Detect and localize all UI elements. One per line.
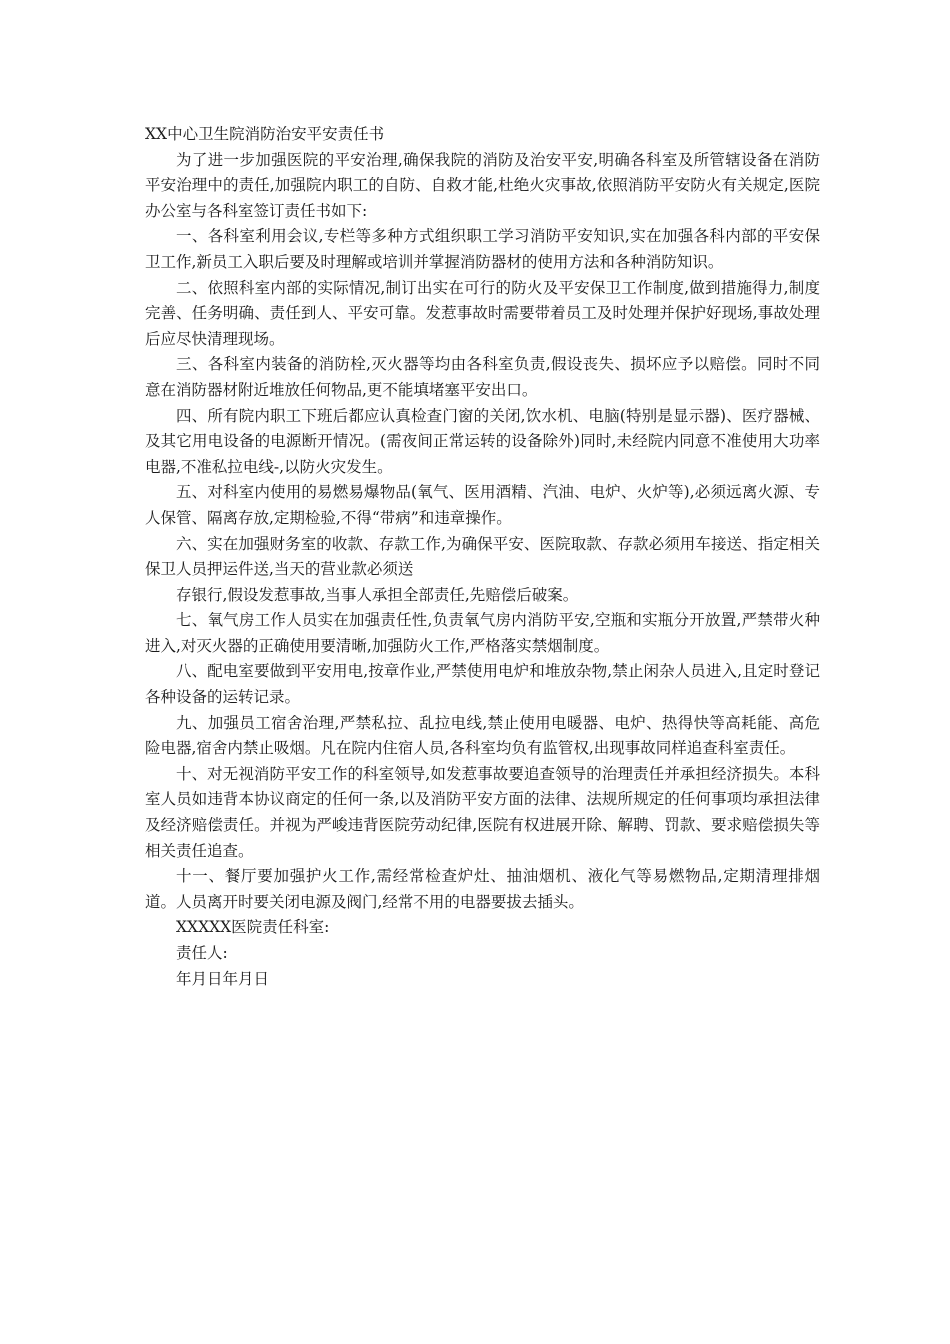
paragraph-clause-3: 三、各科室内装备的消防栓,灭火器等均由各科室负责,假设丧失、损坏应予以赔偿。同时不同意在消防器材附近堆放任何物品,更不能填堵塞平安出口。 <box>145 355 820 399</box>
document-body <box>145 122 820 992</box>
document-title: XX中心卫生院消防治安平安责任书 <box>145 125 385 143</box>
paragraph-clause-6: 六、实在加强财务室的收款、存款工作,为确保平安、医院取款、存款必须用车接送、指定相关保卫人员押运件送,当天的营业款必须送 <box>145 534 820 579</box>
paragraph-clause-6-continued: 存银行,假设发惹事故,当事人承担全部责任,先赔偿后破案。 <box>176 585 579 604</box>
paragraph-clause-8: 八、配电室要做到平安用电,按章作业,严禁使用电炉和堆放杂物,禁止闲杂人员进入,且定时登记各种设备的运转记录。 <box>145 662 820 707</box>
paragraph-clause-4: 四、所有院内职工下班后都应认真检查门窗的关闭,饮水机、电脑(特别是显示器)、医疗器械、及其它用电设备的电源断开情况。(需夜间正常运转的设备除外)同时,未经院内同意不准使用大功率电器,不准私拉电线-,以防火灾发生。 <box>145 406 820 476</box>
paragraph-clause-7: 七、氧气房工作人员实在加强责任性,负责氧气房内消防平安,空瓶和实瓶分开放置,严禁带火种进入,对灭火器的正确使用要清晰,加强防火工作,严格落实禁烟制度。 <box>145 611 820 655</box>
signature-department: XXXXX医院责任科室: <box>176 918 330 937</box>
paragraph-intro: 为了进一步加强医院的平安治理,确保我院的消防及治安平安,明确各科室及所管辖设备在消防平安治理中的责任,加强院内职工的自防、自救才能,杜绝火灾事故,依照消防平安防火有关规定,医院办公室与各科室签订责任书如下: <box>145 150 820 220</box>
paragraph-clause-1: 一、各科室利用会议,专栏等多种方式组织职工学习消防平安知识,实在加强各科内部的平安保卫工作,新员工入职后要及时理解或培训并掌握消防器材的使用方法和各种消防知识。 <box>145 227 820 271</box>
signature-person: 责任人: <box>176 944 228 962</box>
signature-date: 年月日年月日 <box>176 969 270 988</box>
paragraph-clause-11: 十一、餐厅要加强护火工作,需经常检查炉灶、抽油烟机、液化气等易燃物品,定期清理排烟道。人员离开时要关闭电源及阀门,经常不用的电器要拔去插头。 <box>145 867 820 911</box>
paragraph-clause-2: 二、依照科室内部的实际情况,制订出实在可行的防火及平安保卫工作制度,做到措施得力,制度完善、任务明确、责任到人、平安可靠。发惹事故时需要带着员工及时处理并保护好现场,事故处理后应尽快清理现场。 <box>145 278 820 348</box>
paragraph-clause-10: 十、对无视消防平安工作的科室领导,如发惹事故要追查领导的治理责任并承担经济损失。本科室人员如违背本协议商定的任何一条,以及消防平安方面的法律、法规所规定的任何事项均承担法律及经济赔偿责任。并视为严峻违背医院劳动纪律,医院有权进展开除、解聘、罚款、要求赔偿损失等相关责任追查。 <box>145 764 820 860</box>
paragraph-clause-5: 五、对科室内使用的易燃易爆物品(氧气、医用酒精、汽油、电炉、火炉等),必须远离火源、专人保管、隔离存放,定期检验,不得“带病”和违章操作。 <box>145 483 820 527</box>
paragraph-clause-9: 九、加强员工宿舍治理,严禁私拉、乱拉电线,禁止使用电暖器、电炉、热得快等高耗能、高危险电器,宿舍内禁止吸烟。凡在院内住宿人员,各科室均负有监管权,出现事故同样追查科室责任。 <box>145 713 820 758</box>
